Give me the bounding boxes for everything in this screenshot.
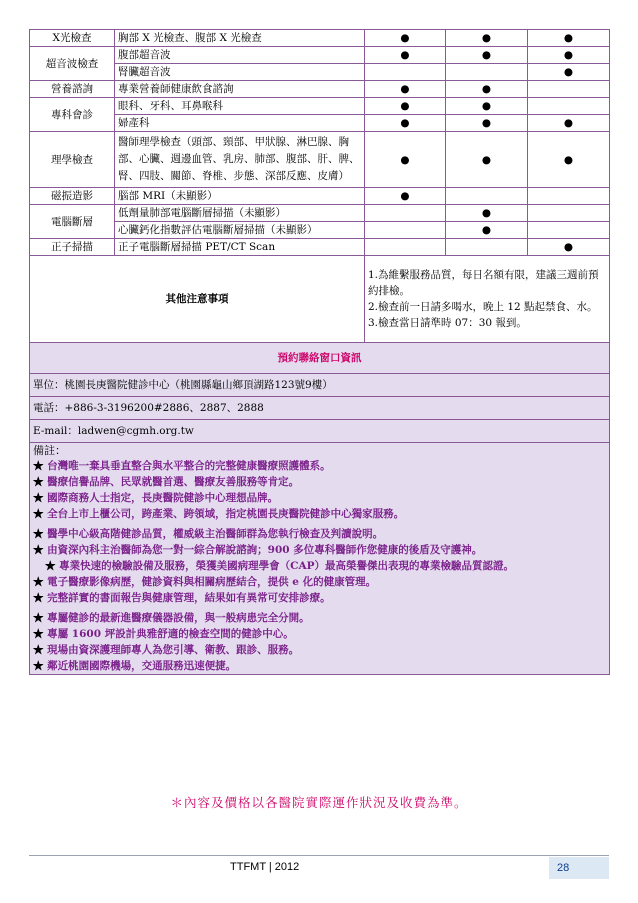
star-icon: ★ xyxy=(33,492,44,504)
empty-cell xyxy=(365,222,446,239)
remark-item xyxy=(33,542,606,558)
item-cell: 醫師理學檢查（頭部、頸部、甲狀腺、淋巴腺、胸部、心臟、週邊血管、乳房、肺部、腹部、肝、脾、腎、四肢、關節、脊椎、步態、深部反應、皮膚） xyxy=(115,132,365,188)
dot-marker: ● xyxy=(446,115,528,132)
remark-item xyxy=(33,574,606,590)
empty-cell xyxy=(528,205,610,222)
remark-text: 專業快速的檢驗設備及服務，榮獲美國病理學會（CAP）最高榮譽傑出表現的專業檢驗品質認證。 xyxy=(59,560,515,572)
star-icon: ★ xyxy=(33,576,44,588)
category-cell: 電腦斷層 xyxy=(30,205,115,239)
note-item: 3.檢查當日請準時 07：30 報到。 xyxy=(368,317,527,329)
category-cell: 理學檢查 xyxy=(30,132,115,188)
star-icon: ★ xyxy=(33,508,44,520)
category-cell: 正子掃描 xyxy=(30,239,115,256)
dot-marker: ● xyxy=(446,205,528,222)
empty-cell xyxy=(528,81,610,98)
table-row xyxy=(30,98,610,115)
dot-marker: ● xyxy=(446,81,528,98)
dot-marker: ● xyxy=(446,30,528,47)
star-icon: ★ xyxy=(33,592,44,604)
contact-phone-row xyxy=(30,397,610,420)
table-row xyxy=(30,81,610,98)
item-cell: 腦部 MRI（未顯影） xyxy=(115,188,365,205)
table-row xyxy=(30,205,610,222)
remark-item xyxy=(33,506,606,522)
dot-marker: ● xyxy=(365,98,446,115)
remark-text: 專屬 1600 坪設計典雅舒適的檢查空間的健診中心。 xyxy=(47,628,294,640)
dot-marker: ● xyxy=(528,239,610,256)
item-cell: 胸部 X 光檢查、腹部 X 光檢查 xyxy=(115,30,365,47)
remark-text: 現場由資深護理師專人為您引導、衛教、跟診、服務。 xyxy=(47,644,300,656)
remark-item xyxy=(33,642,606,658)
remark-text: 全台上市上櫃公司，跨產業、跨領域，指定桃園長庚醫院健診中心獨家服務。 xyxy=(47,508,405,520)
table-row xyxy=(30,115,610,132)
remark-item xyxy=(33,626,606,642)
footer-divider xyxy=(29,855,609,856)
dot-marker: ● xyxy=(365,30,446,47)
table-row xyxy=(30,222,610,239)
remark-item xyxy=(33,558,606,574)
category-cell: 營養諮詢 xyxy=(30,81,115,98)
footer-brand: TTFMT | 2012 xyxy=(230,861,300,873)
item-cell: 正子電腦斷層掃描 PET/CT Scan xyxy=(115,239,365,256)
empty-cell xyxy=(446,188,528,205)
star-icon: ★ xyxy=(33,460,44,472)
star-icon: ★ xyxy=(33,660,44,672)
dot-marker: ● xyxy=(446,98,528,115)
dot-marker: ● xyxy=(528,30,610,47)
dot-marker: ● xyxy=(365,47,446,64)
empty-cell xyxy=(446,64,528,81)
dot-marker: ● xyxy=(446,47,528,64)
table-row xyxy=(30,30,610,47)
contact-title-row xyxy=(30,343,610,374)
dot-marker: ● xyxy=(365,81,446,98)
star-icon: ★ xyxy=(33,476,44,488)
health-check-table xyxy=(29,29,610,675)
item-cell: 心臟鈣化指數評估電腦斷層掃描（未顯影） xyxy=(115,222,365,239)
dot-marker: ● xyxy=(528,115,610,132)
remark-text: 完整詳實的書面報告與健康管理，結果如有異常可安排診療。 xyxy=(47,592,331,604)
remark-text: 醫學中心級高階健診品質，權威級主治醫師群為您執行檢查及判讀說明。 xyxy=(47,528,384,540)
item-cell: 腹部超音波 xyxy=(115,47,365,64)
contact-section-title: 預約聯絡窗口資訊 xyxy=(30,343,610,374)
item-cell: 婦產科 xyxy=(115,115,365,132)
table-row xyxy=(30,47,610,64)
notes-title: 其他注意事項 xyxy=(30,256,365,343)
dot-marker: ● xyxy=(365,132,446,188)
page-number: 28 xyxy=(549,857,609,879)
contact-email[interactable]: E-mail：ladwen@cgmh.org.tw xyxy=(30,420,610,443)
remark-text: 由資深內科主治醫師為您一對一綜合解說諮詢；900 多位專科醫師作您健康的後盾及守護神。 xyxy=(47,544,483,556)
star-icon: ★ xyxy=(45,560,56,572)
document-body xyxy=(29,29,609,675)
table-row xyxy=(30,132,610,188)
remark-item xyxy=(33,658,606,674)
star-icon: ★ xyxy=(33,644,44,656)
empty-cell xyxy=(365,205,446,222)
dot-marker: ● xyxy=(528,47,610,64)
remark-text: 台灣唯一棄具垂直整合與水平整合的完整健康醫療照護體系。 xyxy=(47,460,331,472)
star-icon: ★ xyxy=(33,612,44,624)
notes-row xyxy=(30,256,610,343)
remark-text: 國際商務人士指定，長庚醫院健診中心理想品牌。 xyxy=(47,492,279,504)
star-icon: ★ xyxy=(33,544,44,556)
dot-marker: ● xyxy=(365,188,446,205)
remark-item xyxy=(33,490,606,506)
category-cell: X光檢查 xyxy=(30,30,115,47)
star-icon: ★ xyxy=(33,628,44,640)
item-cell: 專業營養師健康飲食諮詢 xyxy=(115,81,365,98)
note-item: 1.為維繫服務品質，每日名額有限，建議三週前預約排檢。 xyxy=(368,269,599,297)
item-cell: 低劑量肺部電腦斷層掃描（未顯影） xyxy=(115,205,365,222)
contact-email-row xyxy=(30,420,610,443)
empty-cell xyxy=(528,98,610,115)
category-cell: 專科會診 xyxy=(30,98,115,132)
star-icon: ★ xyxy=(33,528,44,540)
remark-item xyxy=(33,458,606,474)
table-row xyxy=(30,239,610,256)
table-row xyxy=(30,64,610,81)
empty-cell xyxy=(365,239,446,256)
remark-text: 醫療信譽品牌、民眾就醫首選、醫療友善服務等肯定。 xyxy=(47,476,300,488)
dot-marker: ● xyxy=(528,64,610,81)
empty-cell xyxy=(446,239,528,256)
category-cell: 磁振造影 xyxy=(30,188,115,205)
remark-text: 專屬健診的最新進醫療儀器設備，與一般病患完全分開。 xyxy=(47,612,310,624)
empty-cell xyxy=(365,64,446,81)
remarks-label: 備註： xyxy=(33,444,66,457)
empty-cell xyxy=(528,188,610,205)
dot-marker: ● xyxy=(365,115,446,132)
note-item: 2.檢查前一日請多喝水，晚上 12 點起禁食、水。 xyxy=(368,301,598,313)
remark-item xyxy=(33,474,606,490)
remark-item xyxy=(33,526,606,542)
dot-marker: ● xyxy=(446,132,528,188)
category-cell: 超音波檢查 xyxy=(30,47,115,81)
dot-marker: ● xyxy=(528,132,610,188)
contact-phone: 電話：+886-3-3196200#2886、2887、2888 xyxy=(30,397,610,420)
remark-text: 電子醫療影像病歷，健診資料與相關病歷結合，提供 e 化的健康管理。 xyxy=(47,576,377,588)
remarks-cell xyxy=(30,443,610,675)
price-disclaimer: ＊內容及價格以各醫院實際運作狀況及收費為準。 xyxy=(170,795,468,810)
table-row xyxy=(30,188,610,205)
notes-content xyxy=(365,256,610,343)
contact-unit-row xyxy=(30,374,610,397)
remark-item xyxy=(33,590,606,606)
item-cell: 眼科、牙科、耳鼻喉科 xyxy=(115,98,365,115)
item-cell: 腎臟超音波 xyxy=(115,64,365,81)
remarks-row xyxy=(30,443,610,675)
remark-text: 鄰近桃園國際機場，交通服務迅速便捷。 xyxy=(47,660,237,672)
contact-unit: 單位：桃園長庚醫院健診中心（桃園縣龜山鄉頂湖路123號9樓） xyxy=(30,374,610,397)
dot-marker: ● xyxy=(446,222,528,239)
empty-cell xyxy=(528,222,610,239)
remark-item xyxy=(33,610,606,626)
